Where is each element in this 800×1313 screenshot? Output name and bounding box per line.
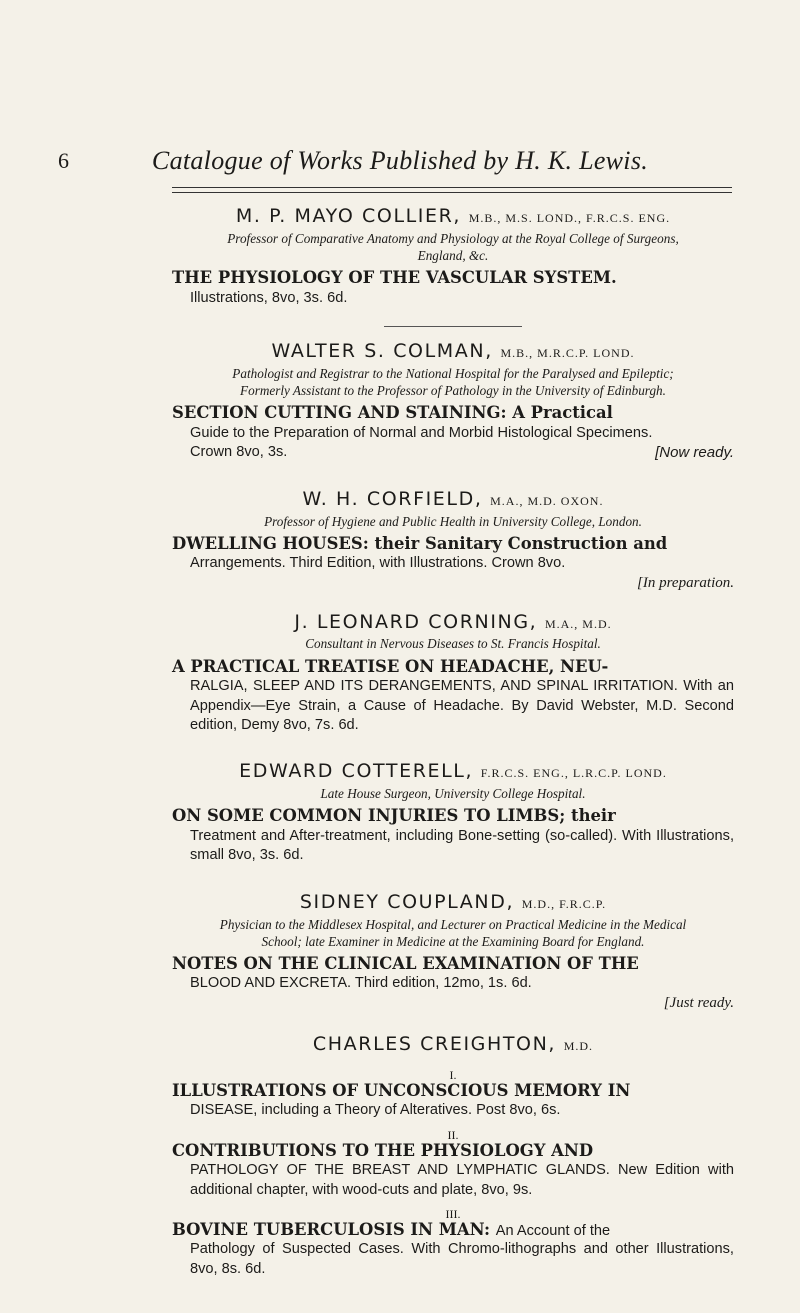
author-degrees: M.A., M.D. (544, 616, 612, 631)
book-description: Treatment and After-treatment, including Bone-setting (so-called). With Illustrations, small 8vo, 3s. 6d. (190, 827, 734, 864)
entry-corfield (172, 489, 734, 592)
book-description: BLOOD AND EXCRETA. Third edition, 12mo, 1s. 6d. (190, 975, 532, 992)
work-numeral: II. (447, 1127, 459, 1142)
author-name: CHARLES CREIGHTON, (312, 1032, 557, 1055)
author-degrees: M.D., F.R.C.P. (521, 896, 607, 911)
work-numeral: III. (445, 1206, 461, 1221)
affiliation-line: Physician to the Middlesex Hospital, and Lecturer on Practical Medicine in the Medical (219, 916, 687, 932)
affiliation-line: Professor of Comparative Anatomy and Physiology at the Royal College of Surgeons, (227, 230, 679, 246)
book-description: Illustrations, 8vo, 3s. 6d. (190, 289, 348, 306)
book-title: ILLUSTRATIONS OF UNCONSCIOUS MEMORY IN (172, 1080, 631, 1100)
availability-status: [Just ready. (663, 994, 734, 1011)
book-description: Guide to the Preparation of Normal and Morbid Histological Specimens. (190, 424, 653, 441)
book-title-line (172, 403, 734, 424)
page-number: 6 (58, 148, 69, 173)
running-head: Catalogue of Works Published by H. K. Lewis. (151, 146, 649, 175)
book-title: BOVINE TUBERCULOSIS IN MAN: (172, 1219, 491, 1239)
author-line (172, 489, 734, 510)
book-description: Arrangements. Third Edition, with Illustrations. Crown 8vo. (190, 555, 566, 572)
author-degrees: M.A., M.D. OXON. (490, 493, 604, 508)
author-degrees: M.B., M.S. LOND., F.R.C.S. ENG. (468, 211, 671, 225)
entry-colman (172, 341, 734, 463)
author-name: M. P. MAYO COLLIER, (235, 205, 462, 227)
entry-collier (172, 206, 734, 327)
book-title-line (172, 534, 734, 555)
author-line (172, 892, 734, 913)
availability-status: [Now ready. (655, 444, 734, 462)
entry-creighton (172, 1034, 734, 1279)
book-title-line (172, 806, 734, 827)
entry-corning (172, 612, 734, 736)
book-description: PATHOLOGY OF THE BREAST AND LYMPHATIC GLANDS. New Edition with additional chapter, with wood-cuts and plate, 8vo, 9s. (190, 1162, 734, 1198)
affiliation-line: Late House Surgeon, University College Hospital. (320, 786, 586, 802)
availability-status: [In preparation. (637, 574, 734, 591)
author-name: SIDNEY COUPLAND, (299, 890, 515, 913)
author-affiliation (172, 635, 734, 652)
header-rule (172, 187, 732, 193)
author-name: J. LEONARD CORNING, (294, 610, 538, 633)
affiliation-line: Formerly Assistant to the Professor of Pathology in the University of Edinburgh. (240, 383, 666, 399)
author-line (172, 1034, 734, 1055)
author-name: EDWARD COTTERELL, (239, 760, 474, 783)
affiliation-line: School; late Examiner in Medicine at the Examining Board for England. (261, 933, 645, 949)
book-title-rest: An Account of the (495, 1222, 611, 1239)
author-degrees: M.D. (563, 1038, 594, 1053)
entry-cotterell (172, 761, 734, 865)
book-format: Crown 8vo, 3s. (190, 444, 288, 461)
book-format-line (172, 443, 734, 462)
author-affiliation (172, 365, 734, 399)
book-title: A PRACTICAL TREATISE ON HEADACHE, NEU- (172, 656, 609, 676)
catalogue-content (172, 196, 734, 1279)
author-line (172, 612, 734, 633)
book-description: Pathology of Suspected Cases. With Chromo-lithographs and other Illustrations, 8vo, 8s. 6d. (190, 1241, 734, 1277)
book-title: THE PHYSIOLOGY OF THE VASCULAR SYSTEM. (172, 268, 617, 288)
book-title: DWELLING HOUSES: (172, 533, 369, 553)
book-title-rest: A Practical (512, 403, 613, 423)
book-title-rest: their Sanitary Construction and (374, 533, 668, 553)
author-line (172, 341, 734, 362)
book-title: NOTES ON THE CLINICAL EXAMINATION OF THE (172, 953, 639, 973)
affiliation-line: England, &c. (417, 248, 489, 264)
author-affiliation (172, 513, 734, 530)
work-numeral: I. (449, 1067, 457, 1082)
book-title: SECTION CUTTING AND STAINING: (172, 403, 507, 423)
book-title: CONTRIBUTIONS TO THE PHYSIOLOGY AND (172, 1140, 594, 1160)
author-name: W. H. CORFIELD, (302, 487, 483, 510)
entry-coupland (172, 892, 734, 1012)
book-description: RALGIA, SLEEP AND ITS DERANGEMENTS, AND SPINAL IRRITATION. With an Appendix—Eye Strain, a Cause of Headache. By David Webster, M.D. Second edition, Demy 8vo, 7s. 6d. (190, 678, 734, 733)
author-degrees: F.R.C.S. ENG., L.R.C.P. LOND. (480, 766, 667, 781)
author-line (172, 761, 734, 782)
author-degrees: M.B., M.R.C.P. LOND. (500, 346, 635, 361)
affiliation-line: Consultant in Nervous Diseases to St. Francis Hospital. (305, 636, 601, 652)
author-affiliation (172, 785, 734, 802)
affiliation-line: Professor of Hygiene and Public Health in University College, London. (264, 513, 642, 529)
author-affiliation (172, 916, 734, 950)
book-title-line (172, 1220, 734, 1241)
book-title: ON SOME COMMON INJURIES TO LIMBS; (172, 806, 566, 826)
author-line (172, 206, 734, 227)
book-title-rest: their (571, 806, 616, 826)
separator-rule (384, 326, 522, 327)
affiliation-line: Pathologist and Registrar to the National Hospital for the Paralysed and Epileptic; (232, 366, 674, 381)
book-description: DISEASE, including a Theory of Alteratives. Post 8vo, 6s. (190, 1102, 561, 1119)
author-affiliation (172, 230, 734, 264)
author-name: WALTER S. COLMAN, (271, 340, 493, 363)
